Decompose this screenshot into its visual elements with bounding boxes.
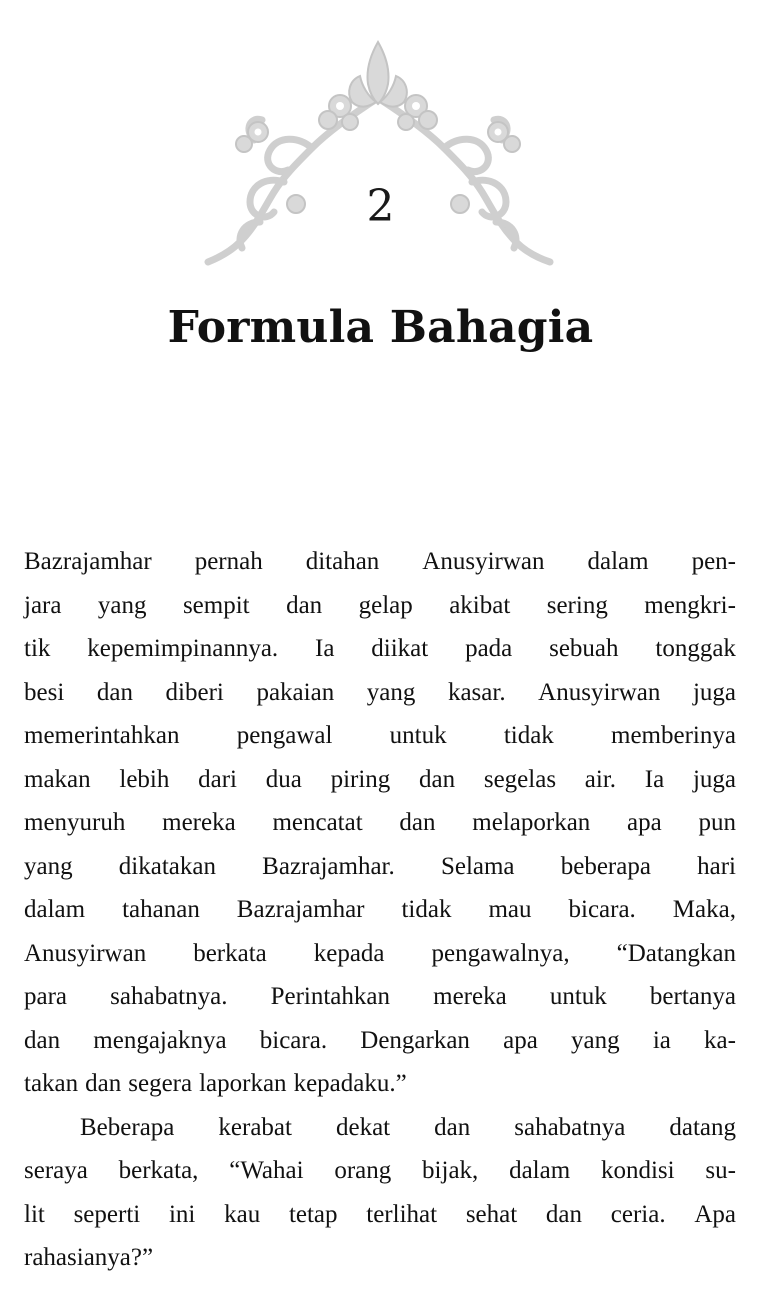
text-line: [24, 584, 736, 628]
word: ka-: [704, 1026, 736, 1054]
text-line: [24, 1019, 736, 1063]
word: mereka: [162, 809, 236, 836]
word: lebih: [119, 765, 170, 793]
text-line: [24, 1062, 736, 1106]
word: akibat: [449, 591, 511, 619]
text-line: [24, 888, 736, 932]
word: dalam: [24, 896, 86, 923]
word: tonggak: [655, 635, 736, 662]
word: Selama: [440, 852, 515, 880]
word: menyuruh: [24, 809, 126, 836]
word: besi: [24, 678, 65, 706]
word: ceria.: [610, 1200, 666, 1228]
word: memberinya: [611, 722, 736, 749]
word: ini: [168, 1200, 196, 1228]
word: yang: [366, 678, 416, 706]
word: hari: [697, 852, 736, 880]
word: tidak: [503, 722, 554, 749]
word: yang: [24, 852, 73, 880]
word: dan: [545, 1200, 583, 1228]
word: segelas: [483, 765, 557, 793]
word: sempit: [182, 591, 250, 619]
word: Bazrajamhar: [236, 896, 365, 923]
word: piring: [330, 765, 391, 793]
word: dan: [419, 765, 456, 793]
word: berkata: [193, 939, 267, 967]
word: apa: [503, 1026, 538, 1054]
word: kepadaku.”: [293, 1070, 407, 1097]
text-line: [24, 1106, 736, 1150]
text-line: [24, 932, 736, 976]
word: untuk: [389, 722, 447, 749]
word: tidak: [401, 896, 452, 923]
word: mereka: [433, 983, 507, 1010]
word: kepada: [313, 939, 385, 967]
word: mengkri-: [644, 591, 736, 619]
word: laporkan: [199, 1070, 287, 1097]
chapter-title: Formula Bahagia: [167, 302, 594, 353]
text-line: [24, 540, 736, 584]
word: diberi: [165, 678, 224, 706]
chapter-number: 2: [366, 181, 395, 232]
word: sahabatnya.: [110, 983, 228, 1010]
word: Dengarkan: [360, 1026, 470, 1054]
word: pengawal: [236, 722, 333, 749]
text-line: [24, 714, 736, 758]
word: bertanya: [649, 983, 736, 1010]
text-line: [24, 1149, 736, 1193]
word: makan: [24, 765, 91, 793]
text-line: [24, 975, 736, 1019]
word: diikat: [371, 635, 429, 662]
word: melaporkan: [472, 809, 591, 836]
word: seraya: [24, 1157, 88, 1184]
word: seperti: [73, 1200, 141, 1228]
word: juga: [692, 678, 736, 706]
word: beberapa: [560, 852, 651, 880]
word: bicara.: [259, 1026, 328, 1054]
word: pernah: [194, 548, 263, 575]
word: pakaian: [256, 678, 335, 706]
word: sahabatnya: [514, 1113, 626, 1141]
word: Ia: [644, 765, 665, 793]
word: lit: [24, 1200, 45, 1228]
text-line: [24, 801, 736, 845]
word: kasar.: [447, 678, 506, 706]
word: dalam: [587, 548, 649, 575]
word: Anusyirwan: [24, 939, 147, 967]
word: dan: [286, 591, 323, 619]
word: Maka,: [672, 896, 736, 923]
word: mau: [488, 896, 532, 923]
word: apa: [627, 809, 662, 836]
chapter-body: [24, 540, 736, 1280]
word: untuk: [549, 983, 607, 1010]
word: pada: [465, 635, 513, 662]
word: memerintahkan: [24, 722, 180, 749]
word: dan: [434, 1113, 471, 1141]
word: dan: [85, 1070, 122, 1097]
word: Ia: [315, 635, 335, 662]
word: Anusyirwan: [538, 678, 661, 706]
word: sering: [546, 591, 608, 619]
word: pen-: [691, 548, 736, 575]
word: air.: [584, 765, 617, 793]
word: dekat: [335, 1113, 391, 1141]
word: “Wahai: [229, 1157, 304, 1184]
word: orang: [334, 1157, 392, 1184]
text-line: [24, 1193, 736, 1237]
word: yang: [97, 591, 147, 619]
word: bijak,: [422, 1157, 479, 1184]
word: dari: [198, 765, 237, 793]
word: pengawalnya,: [431, 939, 570, 967]
word: rahasianya?”: [24, 1244, 154, 1271]
word: Bazrajamhar: [24, 548, 152, 575]
word: kau: [224, 1200, 261, 1228]
word: Bazrajamhar.: [262, 852, 395, 880]
word: kerabat: [218, 1113, 292, 1141]
word: jara: [24, 591, 62, 619]
word: su-: [705, 1157, 736, 1184]
word: tetap: [288, 1200, 338, 1228]
word: kondisi: [600, 1157, 675, 1184]
word: berkata,: [118, 1157, 199, 1184]
word: dalam: [509, 1157, 571, 1184]
word: “Datangkan: [616, 939, 736, 967]
word: kepemimpinannya.: [87, 635, 279, 662]
word: Apa: [694, 1200, 736, 1228]
word: sehat: [465, 1200, 518, 1228]
word: segera: [128, 1070, 193, 1097]
word: bicara.: [568, 896, 636, 923]
word: sebuah: [549, 635, 619, 662]
word: gelap: [358, 591, 413, 619]
floral-arch-ornament-icon: [200, 36, 560, 271]
word: dan: [24, 1026, 61, 1054]
word: takan: [24, 1070, 79, 1097]
word: datang: [669, 1113, 736, 1141]
word: terlihat: [366, 1200, 438, 1228]
word: ia: [652, 1026, 671, 1054]
word: Anusyirwan: [422, 548, 545, 575]
word: Perintahkan: [270, 983, 391, 1010]
word: Beberapa: [80, 1113, 175, 1141]
text-line: [24, 758, 736, 802]
word: dua: [265, 765, 302, 793]
word: pun: [698, 809, 736, 836]
word: dikatakan: [118, 852, 216, 880]
word: juga: [692, 765, 736, 793]
word: tahanan: [122, 896, 200, 923]
word: mencatat: [272, 809, 363, 836]
text-line: [24, 671, 736, 715]
word: tik: [24, 635, 51, 662]
word: dan: [96, 678, 133, 706]
text-line: [24, 627, 736, 671]
word: yang: [571, 1026, 620, 1054]
text-line: [24, 845, 736, 889]
word: dan: [399, 809, 436, 836]
word: para: [24, 983, 68, 1010]
text-line: [24, 1236, 736, 1280]
word: ditahan: [305, 548, 380, 575]
word: mengajaknya: [93, 1026, 227, 1054]
